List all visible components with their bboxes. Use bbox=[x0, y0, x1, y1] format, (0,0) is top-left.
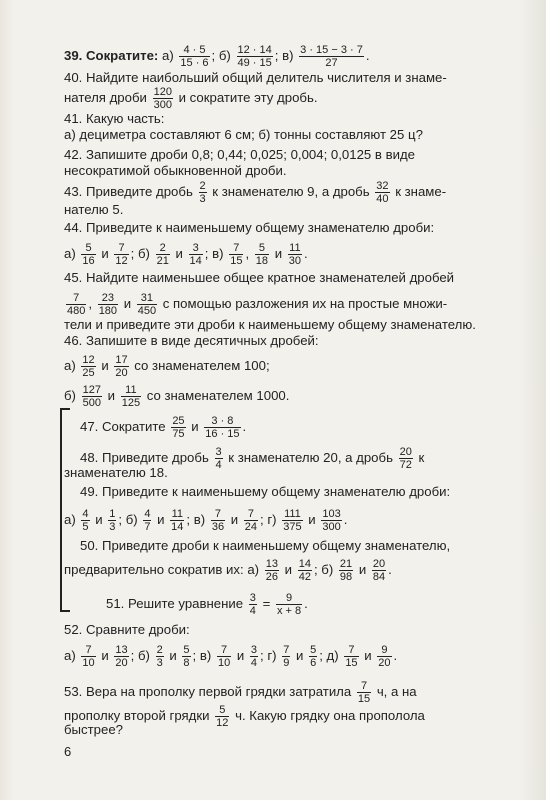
fraction bbox=[344, 644, 358, 669]
denominator: 14 bbox=[171, 521, 184, 533]
text: тели и приведите эти дроби к наименьшему общему знаменателю. bbox=[64, 317, 476, 332]
part-c: ; в) bbox=[204, 245, 224, 261]
text: 50. Приведите дроби к наименьшему общему знаменателю, bbox=[80, 538, 451, 553]
numerator: 5 bbox=[310, 644, 317, 656]
problem-42-line-2 bbox=[64, 163, 516, 179]
part-a: а) bbox=[64, 357, 76, 373]
fraction bbox=[81, 354, 95, 379]
numerator: 2 bbox=[156, 242, 170, 255]
part-b: ; б) bbox=[118, 511, 138, 527]
denominator: 40 bbox=[376, 193, 389, 205]
period: . bbox=[393, 647, 398, 663]
denominator: x + 8 bbox=[276, 605, 302, 617]
numerator: 3 · 15 − 3 · 7 bbox=[300, 44, 363, 56]
denominator: 4 bbox=[215, 459, 222, 471]
numerator: 32 bbox=[376, 180, 389, 192]
denominator: 20 bbox=[378, 657, 391, 669]
denominator: 10 bbox=[217, 657, 231, 669]
text: нателю 5. bbox=[64, 202, 124, 217]
denominator: 42 bbox=[298, 571, 311, 583]
fraction bbox=[309, 644, 317, 669]
and: и bbox=[107, 387, 116, 403]
part-a: а) bbox=[64, 647, 76, 663]
problem-50-line-1 bbox=[80, 538, 516, 554]
period: . bbox=[304, 595, 308, 611]
numerator: 12 bbox=[82, 354, 95, 366]
denominator: 36 bbox=[211, 521, 225, 533]
fraction bbox=[156, 242, 170, 267]
denominator: 125 bbox=[121, 397, 141, 409]
problem-40-line-1 bbox=[64, 70, 516, 86]
denominator: 15 · 6 bbox=[180, 57, 209, 69]
text: со знаменателем 100; bbox=[134, 357, 270, 373]
part-b: ; б) bbox=[130, 245, 150, 261]
equals: = bbox=[262, 595, 271, 611]
denominator: 4 bbox=[250, 657, 258, 669]
part-d: ; г) bbox=[260, 647, 277, 663]
and: и bbox=[101, 647, 109, 663]
and: и bbox=[284, 561, 293, 577]
problem-39-label: 39. Сократите: bbox=[64, 47, 159, 63]
denominator: 15 bbox=[357, 693, 371, 705]
fraction bbox=[282, 508, 302, 533]
text: 46. Запишите в виде десятичных дробей: bbox=[64, 333, 319, 348]
fraction bbox=[299, 44, 364, 69]
text: 47. Сократите bbox=[80, 418, 166, 434]
numerator: 3 bbox=[250, 644, 258, 656]
denominator: 300 bbox=[153, 99, 172, 111]
denominator: 26 bbox=[265, 571, 278, 583]
text: ч, а на bbox=[376, 683, 417, 699]
numerator: 3 bbox=[189, 242, 203, 255]
fraction bbox=[244, 508, 258, 533]
fraction bbox=[250, 644, 258, 669]
denominator: 3 bbox=[156, 657, 163, 669]
numerator: 13 bbox=[265, 558, 278, 570]
text: 43. Приведите дробь bbox=[64, 183, 193, 199]
denominator: 21 bbox=[156, 255, 169, 267]
fraction bbox=[204, 415, 240, 440]
denominator: 3 bbox=[109, 521, 116, 533]
text: 44. Приведите к наименьшему общему знаменателю дроби: bbox=[64, 220, 435, 235]
fraction bbox=[81, 242, 95, 267]
problem-43-line-2 bbox=[64, 202, 516, 218]
fraction bbox=[265, 558, 279, 583]
numerator: 11 bbox=[171, 508, 183, 520]
denominator: 300 bbox=[322, 521, 341, 533]
text: с помощью разложения их на простые множи- bbox=[162, 295, 448, 311]
numerator: 3 · 8 bbox=[204, 415, 240, 428]
part-a: а) bbox=[162, 47, 174, 63]
denominator: 6 bbox=[310, 657, 317, 669]
part-b: ; б) bbox=[313, 561, 334, 577]
numerator: 7 bbox=[229, 242, 243, 255]
fraction bbox=[153, 86, 173, 111]
fraction bbox=[143, 508, 151, 533]
denominator: 25 bbox=[82, 367, 95, 379]
problem-47 bbox=[80, 415, 516, 440]
text: а) дециметра составляют 6 см; б) тонны составляют 25 ц? bbox=[64, 127, 423, 142]
fraction bbox=[237, 44, 273, 69]
numerator: 25 bbox=[172, 415, 185, 427]
denominator: 30 bbox=[288, 255, 302, 267]
text: несократимой обыкновенной дроби. bbox=[64, 163, 287, 178]
denominator: 15 bbox=[345, 657, 358, 669]
numerator: 17 bbox=[115, 354, 128, 366]
text: ч. Какую грядку она прополола bbox=[235, 707, 425, 723]
denominator: 5 bbox=[82, 521, 89, 533]
and: и bbox=[274, 245, 283, 261]
part-a: а) bbox=[64, 245, 76, 261]
problem-44-line-2 bbox=[64, 242, 516, 267]
problem-49-line-1 bbox=[80, 484, 516, 500]
text: к знаменателю 20, а дробь bbox=[228, 449, 393, 465]
denominator: 7 bbox=[144, 521, 151, 533]
and: и bbox=[236, 647, 245, 663]
numerator: 4 bbox=[144, 508, 151, 520]
numerator: 111 bbox=[284, 508, 301, 520]
and: и bbox=[157, 511, 165, 527]
text: прополку второй грядки bbox=[64, 707, 210, 723]
text: к bbox=[418, 449, 425, 465]
denominator: 8 bbox=[183, 657, 190, 669]
and: и bbox=[191, 418, 199, 434]
problem-49-line-2 bbox=[64, 508, 516, 533]
numerator: 103 bbox=[322, 508, 341, 520]
denominator: 12 bbox=[115, 255, 128, 267]
period: . bbox=[388, 561, 392, 577]
and: и bbox=[169, 647, 177, 663]
denominator: 72 bbox=[399, 459, 412, 471]
denominator: 375 bbox=[283, 521, 302, 533]
text: нателя дроби bbox=[64, 89, 147, 105]
numerator: 7 bbox=[283, 644, 290, 656]
fraction bbox=[339, 558, 353, 583]
denominator: 20 bbox=[115, 657, 128, 669]
part-b: б) bbox=[64, 387, 76, 403]
fraction bbox=[81, 644, 95, 669]
numerator: 5 bbox=[215, 704, 229, 717]
fraction bbox=[98, 292, 118, 317]
period: . bbox=[343, 511, 348, 527]
fraction bbox=[249, 592, 257, 617]
text: 42. Запишите дроби 0,8; 0,44; 0,025; 0,004; 0,0125 в виде bbox=[64, 147, 415, 162]
period: . bbox=[304, 245, 308, 261]
fraction bbox=[298, 558, 312, 583]
denominator: 24 bbox=[244, 521, 258, 533]
fraction bbox=[82, 384, 102, 409]
denominator: 12 bbox=[216, 717, 229, 729]
problem-45-line-2: $\frac{7}{480}$ , $\frac{23}{180}$ и $\frac{31}{450}$ с помощью разложения их на простые множи- bbox=[67, 292, 448, 317]
denominator: 49 · 15 bbox=[237, 57, 272, 69]
text: к знаме- bbox=[395, 183, 447, 199]
and: и bbox=[230, 511, 239, 527]
and: и bbox=[101, 357, 109, 373]
text: 51. Решите уравнение bbox=[106, 595, 244, 611]
text: 52. Сравните дроби: bbox=[64, 622, 190, 637]
numerator: 21 bbox=[339, 558, 353, 570]
problem-46-line-1 bbox=[64, 333, 516, 349]
text: 45. Найдите наименьшее общее кратное знаменателей дробей bbox=[64, 270, 455, 285]
fraction bbox=[66, 292, 86, 317]
numerator: 5 bbox=[255, 242, 269, 255]
problem-40-line-2 bbox=[64, 86, 516, 111]
part-d: ; г) bbox=[260, 511, 277, 527]
and: и bbox=[175, 245, 183, 261]
problem-46-line-2 bbox=[64, 354, 516, 379]
fraction bbox=[372, 558, 386, 583]
part-b: ; б) bbox=[130, 647, 150, 663]
numerator: 7 bbox=[211, 508, 225, 521]
problem-45-line-3 bbox=[64, 317, 516, 333]
denominator: 480 bbox=[67, 305, 86, 317]
numerator: 12 · 14 bbox=[237, 44, 272, 56]
numerator: 120 bbox=[153, 86, 172, 98]
numerator: 9 bbox=[377, 644, 391, 657]
fraction bbox=[255, 242, 269, 267]
numerator: 11 bbox=[121, 384, 141, 397]
denominator: 14 bbox=[189, 255, 202, 267]
problem-46-line-3 bbox=[64, 384, 516, 409]
and: и bbox=[101, 245, 109, 261]
numerator: 4 · 5 bbox=[179, 44, 209, 57]
numerator: 4 bbox=[82, 508, 89, 520]
fraction bbox=[377, 644, 391, 669]
and: и bbox=[364, 647, 372, 663]
problem-41-line-2 bbox=[64, 127, 516, 143]
fraction bbox=[357, 680, 371, 705]
problem-52-line-2 bbox=[64, 644, 516, 669]
and: и bbox=[358, 561, 367, 577]
problem-50-line-2 bbox=[64, 558, 516, 583]
and: и bbox=[296, 647, 304, 663]
numerator: 3 bbox=[215, 446, 222, 458]
fraction bbox=[114, 354, 128, 379]
problem-53-line-3 bbox=[64, 722, 516, 738]
denominator: 4 bbox=[249, 605, 256, 617]
numerator: 7 bbox=[244, 508, 258, 521]
denominator: 9 bbox=[283, 657, 290, 669]
denominator: 75 bbox=[172, 428, 185, 440]
part-b: б) bbox=[218, 47, 231, 63]
fraction bbox=[179, 44, 209, 69]
problem-51 bbox=[106, 592, 516, 617]
numerator: 5 bbox=[81, 242, 95, 255]
numerator: 31 bbox=[137, 292, 157, 305]
page-number: 6 bbox=[64, 744, 72, 759]
denominator: 180 bbox=[98, 305, 118, 317]
part-c: ; в) bbox=[186, 511, 206, 527]
problem-45-line-1 bbox=[64, 270, 516, 286]
numerator: 20 bbox=[372, 558, 386, 570]
text: со знаменателем 1000. bbox=[146, 387, 290, 403]
problem-53-line-1 bbox=[64, 680, 516, 705]
fraction bbox=[121, 384, 141, 409]
problem-41-line-1 bbox=[64, 111, 516, 127]
problem-42-line-1 bbox=[64, 147, 516, 163]
denominator: 84 bbox=[372, 571, 386, 583]
fraction bbox=[114, 242, 128, 267]
text: быстрее? bbox=[64, 722, 124, 737]
fraction bbox=[182, 644, 190, 669]
part-c: ; в) bbox=[192, 647, 212, 663]
numerator: 7 bbox=[217, 644, 231, 657]
problem-39: 39. Сократите: а) $\frac{4 \cdot 5}{15 \cdot 6}$ ; б) $\frac{12 \cdot 14}{49 \cdot 15}$ ; в) $\frac{3 \cdot 15 - 3 \cdot 7}{27}$ . bbox=[64, 44, 370, 69]
fraction bbox=[108, 508, 116, 533]
text: 49. Приведите к наименьшему общему знаменателю дроби: bbox=[80, 484, 451, 499]
fraction bbox=[276, 592, 302, 617]
numerator: 7 bbox=[114, 242, 128, 255]
text: предварительно сократив их: а) bbox=[64, 561, 260, 577]
comma: , bbox=[245, 245, 250, 261]
numerator: 1 bbox=[109, 508, 116, 520]
denominator: 15 bbox=[230, 255, 243, 267]
fraction bbox=[282, 644, 290, 669]
numerator: 3 bbox=[249, 592, 256, 604]
denominator: 10 bbox=[82, 657, 95, 669]
numerator: 2 bbox=[199, 180, 206, 192]
denominator: 16 · 15 bbox=[205, 428, 240, 440]
numerator: 7 bbox=[357, 680, 371, 693]
numerator: 7 bbox=[344, 644, 358, 657]
fraction bbox=[114, 644, 128, 669]
part-c: в) bbox=[282, 47, 294, 63]
text: 53. Вера на прополку первой грядки затратила bbox=[64, 683, 352, 699]
part-e: ; д) bbox=[319, 647, 339, 663]
numerator: 2 bbox=[156, 644, 163, 656]
and: и bbox=[308, 511, 316, 527]
fraction bbox=[81, 508, 89, 533]
numerator: 127 bbox=[82, 384, 101, 396]
numerator: 5 bbox=[183, 644, 190, 656]
text: 41. Какую часть: bbox=[64, 111, 165, 126]
numerator: 14 bbox=[298, 558, 311, 570]
and: и bbox=[95, 511, 103, 527]
fraction bbox=[288, 242, 302, 267]
numerator: 11 bbox=[289, 242, 301, 254]
text: знаменателю 18. bbox=[64, 465, 168, 480]
denominator: 18 bbox=[255, 255, 269, 267]
denominator: 20 bbox=[115, 367, 128, 379]
fraction bbox=[229, 242, 243, 267]
denominator: 500 bbox=[82, 397, 101, 409]
text: к знаменателю 9, а дробь bbox=[212, 183, 370, 199]
fraction bbox=[171, 415, 185, 440]
numerator: 7 bbox=[81, 644, 95, 657]
period: . bbox=[242, 418, 247, 434]
fraction bbox=[321, 508, 341, 533]
numerator: 9 bbox=[276, 592, 302, 605]
numerator: 20 bbox=[399, 446, 412, 458]
fraction bbox=[217, 644, 231, 669]
fraction bbox=[211, 508, 225, 533]
part-a: а) bbox=[64, 511, 76, 527]
fraction bbox=[156, 644, 164, 669]
problem-52-line-1 bbox=[64, 622, 516, 638]
fraction bbox=[189, 242, 203, 267]
denominator: 3 bbox=[199, 193, 206, 205]
denominator: 27 bbox=[325, 57, 338, 69]
fraction bbox=[170, 508, 184, 533]
denominator: 450 bbox=[137, 305, 157, 317]
numerator: 23 bbox=[98, 292, 118, 305]
fraction bbox=[137, 292, 157, 317]
numerator: 13 bbox=[115, 644, 128, 656]
text: 48. Приведите дробь bbox=[80, 449, 209, 465]
problem-48-line-2 bbox=[64, 465, 516, 481]
text: 40. Найдите наибольший общий делитель числителя и знаме- bbox=[64, 70, 447, 85]
denominator: 16 bbox=[82, 255, 95, 267]
text: и сократите эту дробь. bbox=[178, 89, 318, 105]
problem-44-line-1 bbox=[64, 220, 516, 236]
numerator: 7 bbox=[66, 292, 86, 305]
denominator: 98 bbox=[339, 571, 353, 583]
